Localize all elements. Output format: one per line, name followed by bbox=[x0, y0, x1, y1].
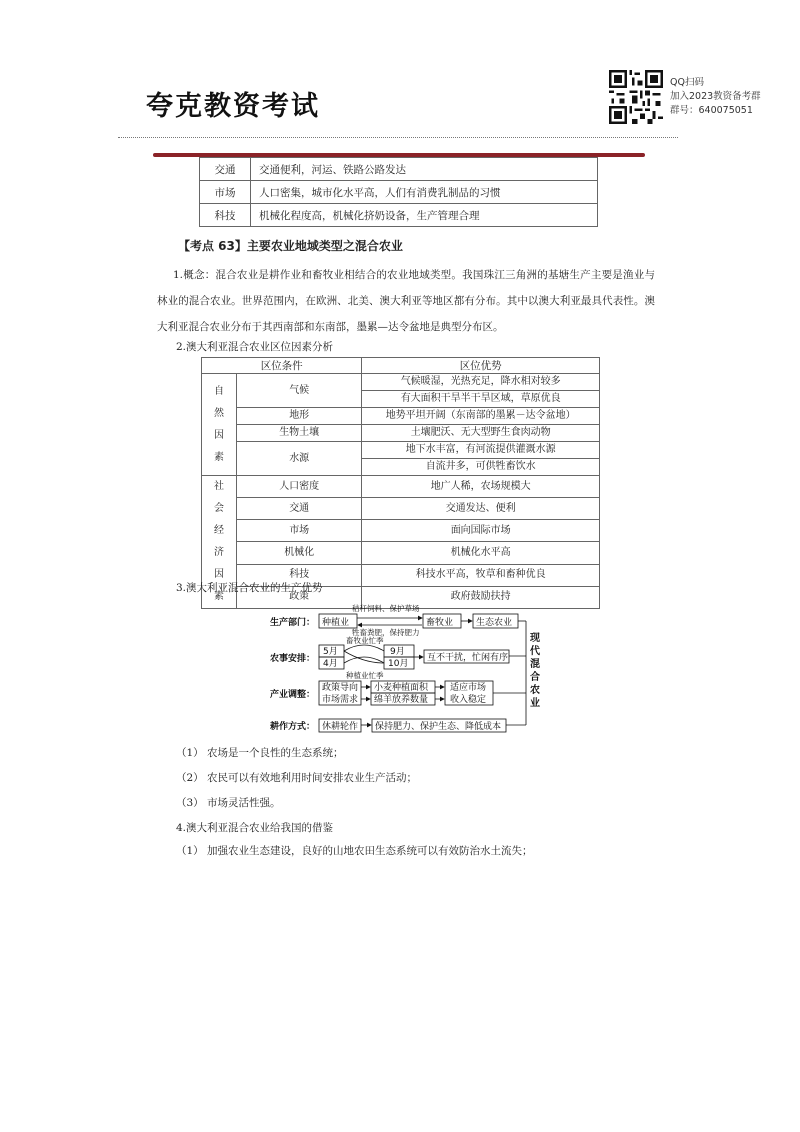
factor-cell: 科技 bbox=[237, 564, 362, 586]
factor-cell: 地形 bbox=[237, 408, 362, 425]
group-natural-label: 自 然 因 素 bbox=[214, 385, 224, 463]
sheep-label: 绵羊放养数量 bbox=[374, 695, 429, 705]
advantage-item: （3） 市场灵活性强。 bbox=[176, 797, 281, 809]
livestock-box-label: 畜牧业 bbox=[426, 618, 454, 628]
lesson-item: （1） 加强农业生态建设，良好的山地农田生态系统可以有效防治水土流失； bbox=[176, 845, 533, 857]
wheat-label: 小麦种植面积 bbox=[374, 683, 429, 693]
factor-cell: 交通 bbox=[237, 498, 362, 520]
section-heading: 【考点 63】主要农业地域类型之混合农业 bbox=[178, 239, 403, 253]
group-number-text: 群号：640075051 bbox=[670, 105, 753, 116]
table-row bbox=[202, 542, 600, 564]
production-advantage-diagram bbox=[268, 601, 548, 736]
factor-cell: 市场 bbox=[237, 520, 362, 542]
table-header-row bbox=[202, 358, 600, 374]
table-row bbox=[202, 520, 600, 542]
desc-cell: 交通便利，河运、铁路公路发达 bbox=[251, 158, 598, 181]
ecological-box-label: 生态农业 bbox=[476, 618, 513, 628]
table-row bbox=[202, 425, 600, 442]
svg-text:混: 混 bbox=[530, 659, 540, 670]
advantage-cell: 机械化水平高 bbox=[362, 542, 600, 564]
planting-box-label: 种植业 bbox=[322, 618, 350, 628]
svg-text:业: 业 bbox=[530, 698, 540, 709]
rotation-label: 休耕轮作 bbox=[322, 722, 359, 732]
benefits-label: 保持肥力、保护生态、降低成本 bbox=[375, 722, 502, 732]
svg-text:代: 代 bbox=[530, 646, 540, 657]
table-row bbox=[202, 442, 600, 459]
table-row bbox=[202, 374, 600, 391]
advantage-cell: 政府鼓励扶持 bbox=[362, 586, 600, 608]
advantage-cell: 有大面积干旱半干旱区域，草原优良 bbox=[362, 391, 600, 408]
row-label: 农事安排： bbox=[270, 654, 316, 664]
subheading-2: 2.澳大利亚混合农业区位因素分析 bbox=[176, 341, 334, 353]
busy-livestock-label: 畜牧业忙季 bbox=[346, 636, 384, 645]
advantage-item: （1） 农场是一个良性的生态系统； bbox=[176, 747, 344, 759]
qr-code-image bbox=[609, 70, 663, 124]
svg-text:现: 现 bbox=[530, 633, 540, 644]
factor-cell: 人口密度 bbox=[237, 476, 362, 498]
qr-info bbox=[670, 76, 761, 118]
desc-cell: 机械化程度高，机械化挤奶设备，生产管理合理 bbox=[251, 204, 598, 227]
location-factors-table bbox=[201, 357, 600, 609]
factor-cell: 政策 bbox=[237, 586, 362, 608]
table-row bbox=[202, 408, 600, 425]
table-row bbox=[202, 498, 600, 520]
month-label: 4月 bbox=[323, 659, 338, 669]
table-row bbox=[202, 476, 600, 498]
group-social-label: 社 会 经 济 因 素 bbox=[214, 481, 224, 602]
final-result-label bbox=[529, 632, 541, 709]
month-label: 10月 bbox=[388, 659, 409, 669]
advantage-cell: 地广人稀，农场规模大 bbox=[362, 476, 600, 498]
month-label: 9月 bbox=[390, 647, 405, 657]
subheading-3: 3.澳大利亚混合农业的生产优势 bbox=[176, 582, 323, 594]
advantage-cell: 气候暖湿，光热充足，降水相对较多 bbox=[362, 374, 600, 391]
row-label: 生产部门： bbox=[270, 618, 316, 628]
table-row bbox=[200, 158, 598, 181]
advantage-cell: 自流井多，可供牲畜饮水 bbox=[362, 459, 600, 476]
desc-cell: 人口密集，城市化水平高，人们有消费乳制品的习惯 bbox=[251, 181, 598, 204]
table-row bbox=[200, 181, 598, 204]
factor-cell: 交通 bbox=[200, 158, 251, 181]
factor-cell: 科技 bbox=[200, 204, 251, 227]
no-interfere-label: 互不干扰，忙闲有序 bbox=[427, 653, 509, 663]
arrow-label-bottom: 牲畜粪肥，保持肥力 bbox=[352, 628, 420, 637]
row-label: 耕作方式： bbox=[270, 722, 316, 732]
svg-text:合: 合 bbox=[530, 672, 540, 683]
header-cell: 区位条件 bbox=[202, 358, 362, 374]
factor-cell: 水源 bbox=[237, 442, 362, 476]
market-demand-label: 市场需求 bbox=[322, 695, 359, 705]
advantage-cell: 土壤肥沃、无大型野生食肉动物 bbox=[362, 425, 600, 442]
factor-cell: 气候 bbox=[237, 374, 362, 408]
month-label: 5月 bbox=[323, 647, 338, 657]
advantage-cell: 地下水丰富，有河流提供灌溉水源 bbox=[362, 442, 600, 459]
advantage-cell: 地势平坦开阔（东南部的墨累－达令盆地） bbox=[362, 408, 600, 425]
dairy-factors-table bbox=[199, 157, 598, 227]
concept-paragraph: 1.概念：混合农业是耕作业和畜牧业相结合的农业地域类型。我国珠江三角洲的基塘生产主要是渔业与林业的混合农业。世界范围内，在欧洲、北美、澳大利亚等地区都有分布。其中以澳大利亚最具代表性。澳大利亚混合农业分布于其西南部和东南部，墨累—达令盆地是典型分布区。 bbox=[157, 269, 655, 333]
svg-text:农: 农 bbox=[530, 685, 540, 696]
busy-planting-label: 种植业忙季 bbox=[346, 671, 384, 680]
factor-cell: 市场 bbox=[200, 181, 251, 204]
table-row bbox=[200, 204, 598, 227]
header-divider bbox=[118, 137, 678, 138]
row-label: 产业调整： bbox=[270, 690, 316, 700]
brand-logo: 夸克教资考试 bbox=[146, 91, 320, 122]
arrow-label-top: 秸秆饲料、保护草场 bbox=[352, 604, 420, 613]
income-stable-label: 收入稳定 bbox=[450, 695, 487, 705]
advantage-cell: 交通发达、便利 bbox=[362, 498, 600, 520]
advantage-item: （2） 农民可以有效地利用时间安排农业生产活动； bbox=[176, 772, 418, 784]
header-cell: 区位优势 bbox=[362, 358, 600, 374]
advantage-cell: 科技水平高，牧草和畜种优良 bbox=[362, 564, 600, 586]
group-natural-cell bbox=[202, 374, 237, 476]
factor-cell: 生物土壤 bbox=[237, 425, 362, 442]
qr-scan-text: QQ扫码 bbox=[670, 77, 704, 88]
factor-cell: 机械化 bbox=[237, 542, 362, 564]
adapt-market-label: 适应市场 bbox=[450, 683, 487, 693]
join-group-text: 加入2023教资备考群 bbox=[670, 91, 761, 102]
subheading-4: 4.澳大利亚混合农业给我国的借鉴 bbox=[176, 822, 334, 834]
advantage-cell: 面向国际市场 bbox=[362, 520, 600, 542]
policy-label: 政策导向 bbox=[322, 683, 359, 693]
